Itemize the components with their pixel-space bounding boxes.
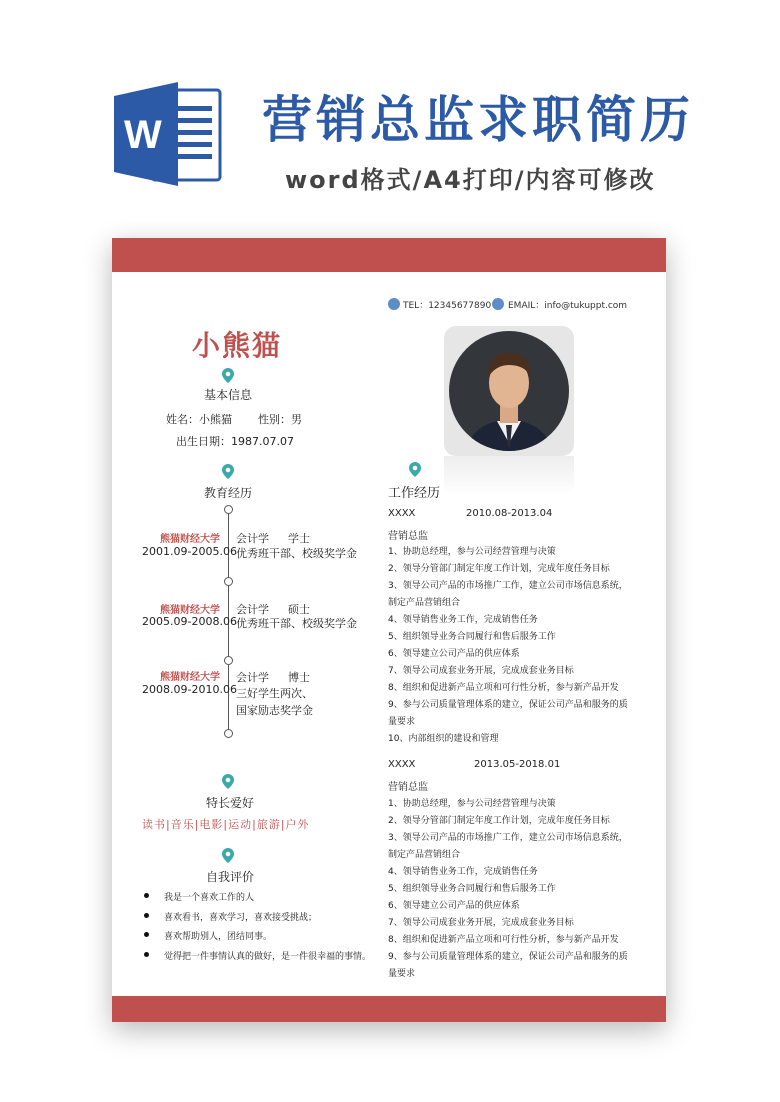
edu-school: 熊猫财经大学 bbox=[160, 672, 220, 683]
timeline-node bbox=[224, 656, 233, 665]
email-text: EMAIL：info@tukuppt.com bbox=[508, 301, 628, 311]
edu-major: 会计学 bbox=[236, 532, 269, 545]
edu-school: 熊猫财经大学 bbox=[160, 605, 220, 616]
profile-photo bbox=[449, 331, 569, 451]
edu-school: 熊猫财经大学 bbox=[160, 534, 220, 545]
edu-degree: 硕士 bbox=[288, 603, 310, 616]
job-duties-list bbox=[388, 798, 628, 985]
list-item: 3、领导公司产品的市场推广工作，建立公司市场信息系统， bbox=[388, 833, 628, 843]
list-item: 喜欢帮助别人，团结同事。 bbox=[142, 929, 371, 949]
location-pin-icon bbox=[222, 464, 234, 479]
name-field: 姓名：小熊猫 bbox=[166, 413, 232, 426]
edu-honor: 三好学生两次、 bbox=[236, 687, 313, 700]
job-period: 2013.05-2018.01 bbox=[474, 759, 561, 770]
job-duties-list bbox=[388, 546, 628, 750]
list-item: 制定产品营销组合 bbox=[388, 598, 461, 608]
list-item: 量要求 bbox=[388, 969, 416, 979]
edu-major: 会计学 bbox=[236, 603, 269, 616]
job-company: XXXX bbox=[388, 508, 416, 519]
list-item: 1、协助总经理，参与公司经营管理与决策 bbox=[388, 547, 556, 557]
edu-degree: 学士 bbox=[288, 532, 310, 545]
edu-honor: 优秀班干部、校级奖学金 bbox=[236, 617, 357, 630]
bottom-color-band bbox=[112, 996, 666, 1022]
candidate-name: 小熊猫 bbox=[192, 329, 283, 362]
edu-honor: 优秀班干部、校级奖学金 bbox=[236, 547, 357, 560]
resume-sheet bbox=[112, 238, 666, 1022]
email-icon bbox=[492, 298, 504, 310]
list-item: 5、组织领导业务合同履行和售后服务工作 bbox=[388, 884, 556, 894]
edu-major: 会计学 bbox=[236, 671, 269, 684]
word-logo-icon bbox=[114, 82, 222, 186]
timeline-node bbox=[224, 729, 233, 738]
page-title: 营销总监求职简历 bbox=[262, 91, 694, 149]
job-position: 营销总监 bbox=[388, 531, 428, 542]
hobbies-list: 读书|音乐|电影|运动|旅游|户外 bbox=[142, 818, 310, 831]
svg-text:W: W bbox=[124, 113, 162, 157]
edu-period: 2008.09-2010.06 bbox=[142, 683, 237, 696]
list-item: 2、领导分管部门制定年度工作计划，完成年度任务目标 bbox=[388, 564, 610, 574]
photo-frame bbox=[444, 326, 574, 456]
edu-honor: 国家励志奖学金 bbox=[236, 704, 313, 717]
location-pin-icon bbox=[222, 368, 234, 383]
section-title-self-eval: 自我评价 bbox=[206, 870, 255, 884]
timeline-node bbox=[224, 577, 233, 586]
gender-field: 性别：男 bbox=[258, 413, 302, 426]
job-company: XXXX bbox=[388, 759, 416, 770]
page-subtitle: word格式/A4打印/内容可修改 bbox=[285, 166, 656, 194]
section-title-basic: 基本信息 bbox=[204, 388, 253, 402]
list-item: 4、领导销售业务工作，完成销售任务 bbox=[388, 867, 538, 877]
list-item: 制定产品营销组合 bbox=[388, 850, 461, 860]
section-title-education: 教育经历 bbox=[204, 486, 253, 500]
list-item: 5、组织领导业务合同履行和售后服务工作 bbox=[388, 632, 556, 642]
list-item: 觉得把一件事情认真的做好，是一件很幸福的事情。 bbox=[142, 949, 371, 969]
list-item: 10、内部组织的建设和管理 bbox=[388, 734, 499, 744]
edu-period: 2005.09-2008.06 bbox=[142, 615, 237, 628]
photo-reflection bbox=[444, 456, 574, 496]
list-item: 3、领导公司产品的市场推广工作，建立公司市场信息系统， bbox=[388, 581, 628, 591]
list-item: 喜欢看书，喜欢学习，喜欢接受挑战； bbox=[142, 910, 371, 930]
list-item: 量要求 bbox=[388, 717, 416, 727]
self-eval-list bbox=[142, 890, 371, 968]
list-item: 8、组织和促进新产品立项和可行性分析，参与新产品开发 bbox=[388, 935, 619, 945]
list-item: 6、领导建立公司产品的供应体系 bbox=[388, 649, 520, 659]
section-title-hobbies: 特长爱好 bbox=[206, 796, 255, 810]
phone-icon bbox=[388, 298, 400, 310]
job-period: 2010.08-2013.04 bbox=[466, 508, 553, 519]
timeline-node bbox=[224, 505, 233, 514]
location-pin-icon bbox=[222, 774, 234, 789]
location-pin-icon bbox=[409, 462, 421, 477]
edu-degree: 博士 bbox=[288, 671, 310, 684]
edu-period: 2001.09-2005.06 bbox=[142, 545, 237, 558]
top-color-band bbox=[112, 238, 666, 272]
list-item: 6、领导建立公司产品的供应体系 bbox=[388, 901, 520, 911]
location-pin-icon bbox=[222, 848, 234, 863]
job-position: 营销总监 bbox=[388, 782, 428, 793]
list-item: 我是一个喜欢工作的人 bbox=[142, 890, 371, 910]
list-item: 2、领导分管部门制定年度工作计划，完成年度任务目标 bbox=[388, 816, 610, 826]
list-item: 8、组织和促进新产品立项和可行性分析，参与新产品开发 bbox=[388, 683, 619, 693]
list-item: 7、领导公司成套业务开展，完成成套业务目标 bbox=[388, 918, 574, 928]
list-item: 9、参与公司质量管理体系的建立，保证公司产品和服务的质 bbox=[388, 700, 628, 710]
list-item: 4、领导销售业务工作，完成销售任务 bbox=[388, 615, 538, 625]
tel-text: TEL：12345677890 bbox=[403, 301, 492, 311]
list-item: 9、参与公司质量管理体系的建立，保证公司产品和服务的质 bbox=[388, 952, 628, 962]
section-title-work: 工作经历 bbox=[388, 486, 441, 501]
list-item: 7、领导公司成套业务开展，完成成套业务目标 bbox=[388, 666, 574, 676]
list-item: 1、协助总经理，参与公司经营管理与决策 bbox=[388, 799, 556, 809]
birthdate-field: 出生日期：1987.07.07 bbox=[176, 435, 294, 448]
